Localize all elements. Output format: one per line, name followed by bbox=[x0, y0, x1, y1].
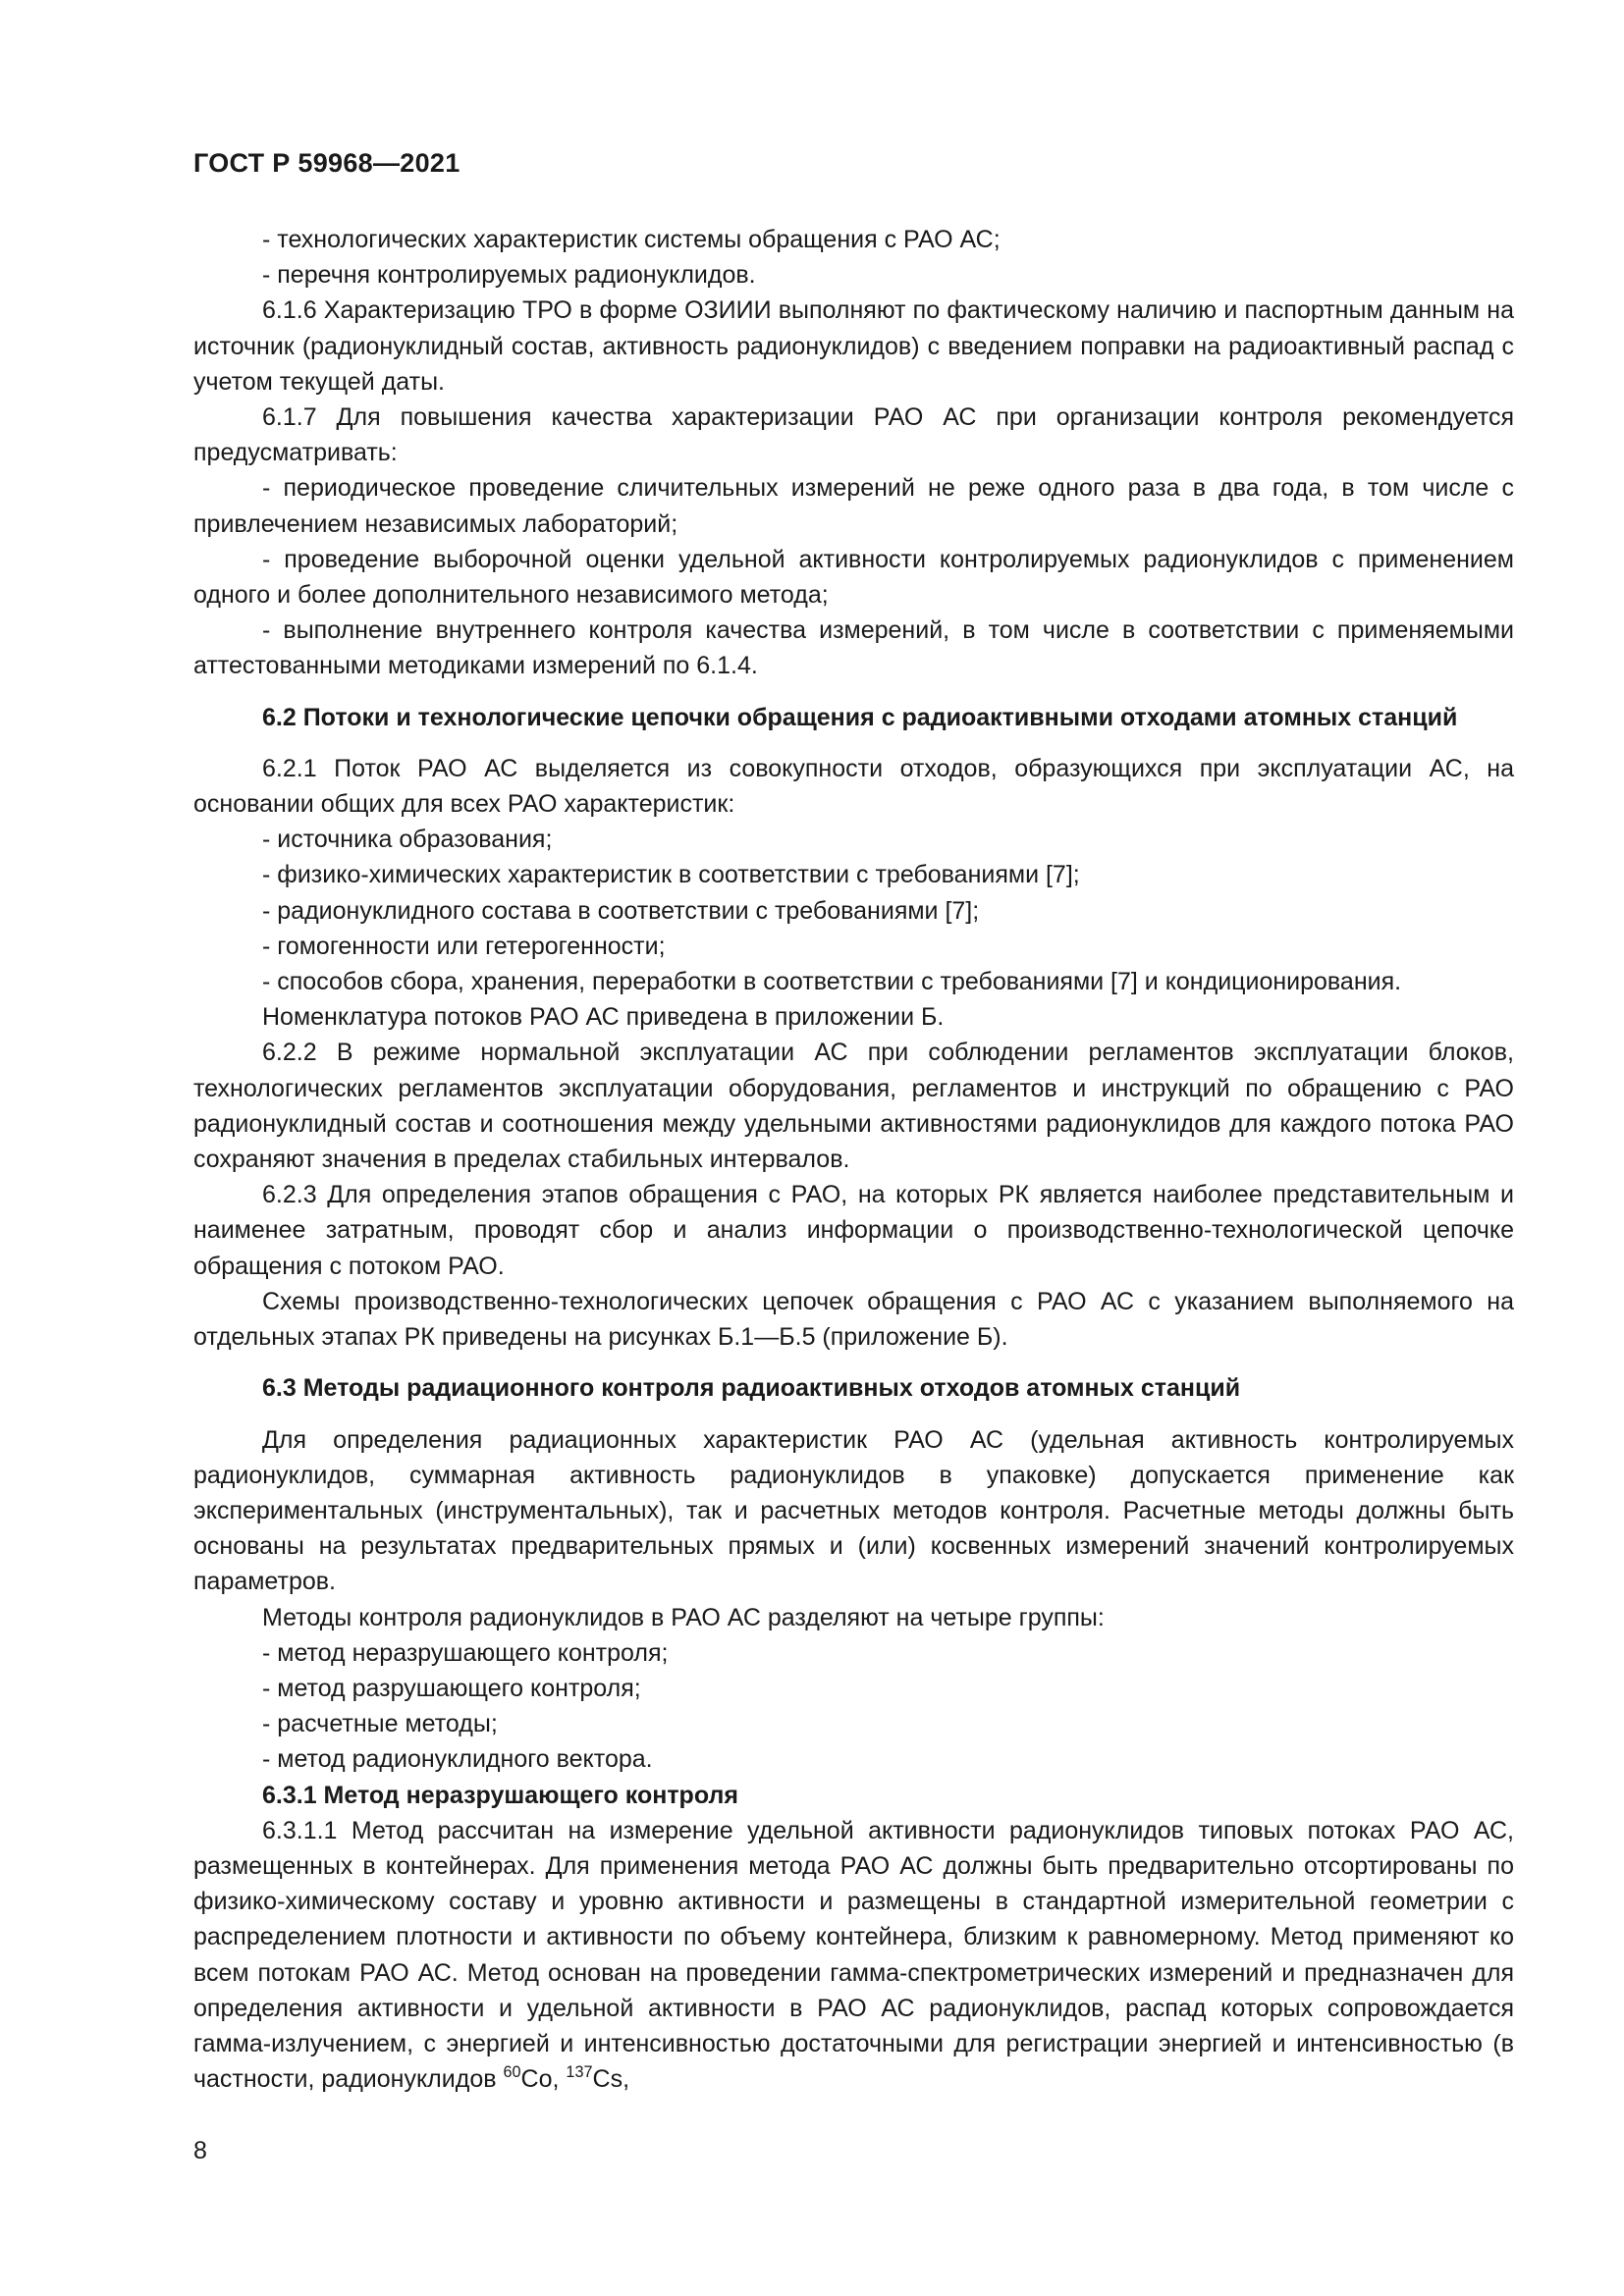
paragraph-6-1-6: 6.1.6 Характеризацию ТРО в форме ОЗИИИ выполняют по фактическому наличию и паспортным данным на источник (радионуклидный состав, активность радионуклидов) с введением поправки на радиоактивный распад с учетом текущей даты. bbox=[193, 296, 1514, 396]
list-item: - физико-химических характеристик в соответствии с требованиями [7]; bbox=[262, 861, 1080, 889]
list-item: - расчетные методы; bbox=[262, 1710, 498, 1738]
list-item: - периодическое проведение сличительных измерений не реже одного раза в два года, в том числе с привлечением независимых лабораторий; bbox=[193, 474, 1514, 538]
paragraph-nomenclature: Номенклатура потоков РАО АС приведена в приложении Б. bbox=[262, 1003, 945, 1032]
isotope-mass-60: 60 bbox=[503, 2063, 521, 2082]
document-header: ГОСТ Р 59968—2021 bbox=[193, 148, 460, 178]
paragraph-6-2-1: 6.2.1 Поток РАО АС выделяется из совокупности отходов, образующихся при эксплуатации АС, на основании общих для всех РАО характеристик: bbox=[193, 754, 1514, 819]
isotope-symbol-co: Co, bbox=[520, 2065, 567, 2094]
paragraph-methods-groups: Методы контроля радионуклидов в РАО АС разделяют на четыре группы: bbox=[262, 1603, 1105, 1631]
paragraph-6-1-7: 6.1.7 Для повышения качества характеризации РАО АС при организации контроля рекомендуется предусматривать: bbox=[193, 403, 1514, 467]
list-item: - перечня контролируемых радионуклидов. bbox=[262, 261, 756, 290]
paragraph-methods-intro: Для определения радиационных характеристик РАО АС (удельная активность контролируемых радионуклидов, суммарная активность радионуклидов в упаковке) допускается применение как экспериментальных (инструментальных), так и расчетных методов контроля. Расчетные методы должны быть основаны на результатах предварительных прямых и (или) косвенных измерений значений контролируемых параметров. bbox=[193, 1425, 1514, 1596]
paragraph-6-3-1-1 bbox=[193, 1813, 1514, 2098]
page-number: 8 bbox=[193, 2137, 207, 2164]
isotope-symbol-cs: Cs, bbox=[592, 2065, 630, 2094]
section-heading-6-3: 6.3 Методы радиационного контроля радиоактивных отходов атомных станций bbox=[262, 1374, 1241, 1403]
list-item: - гомогенности или гетерогенности; bbox=[262, 932, 666, 960]
subsection-heading-6-3-1: 6.3.1 Метод неразрушающего контроля bbox=[262, 1781, 738, 1809]
list-item: - способов сбора, хранения, переработки в соответствии с требованиями [7] и кондиционирования. bbox=[262, 968, 1402, 996]
document-body bbox=[193, 222, 1514, 2097]
list-item: - выполнение внутреннего контроля качества измерений, в том числе в соответствии с применяемыми аттестованными методиками измерений по 6.1.4. bbox=[193, 616, 1514, 680]
paragraph-6-3-1-1-text: 6.3.1.1 Метод рассчитан на измерение удельной активности радионуклидов типовых потоках РАО АС, размещенных в контейнерах. Для применения метода РАО АС должны быть предварительно отсортированы по физико-химическому составу и уровню активности и размещены в стандартной измерительной геометрии с распределением плотности и активности по объему контейнера, близким к равномерному. Метод применяют ко всем потокам РАО АС. Метод основан на проведении гамма-спектрометрических измерений и предназначен для определения активности и удельной активности в РАО АС радионуклидов, распад которых сопровождается гамма-излучением, с энергией и интенсивностью достаточными для регистрации энергией и интенсивностью (в частности, радионуклидов bbox=[193, 1816, 1514, 2094]
list-item: - технологических характеристик системы обращения с РАО АС; bbox=[262, 226, 1001, 253]
list-item: - радионуклидного состава в соответствии с требованиями [7]; bbox=[262, 896, 980, 925]
paragraph-6-2-2: 6.2.2 В режиме нормальной эксплуатации АС при соблюдении регламентов эксплуатации блоков, технологических регламентов эксплуатации оборудования, регламентов и инструкций по обращению с РАО радионуклидный состав и соотношения между удельными активностями радионуклидов для каждого потока РАО сохраняют значения в пределах стабильных интервалов. bbox=[193, 1039, 1514, 1174]
list-item: - метод разрушающего контроля; bbox=[262, 1674, 641, 1702]
paragraph-schemes: Схемы производственно-технологических цепочек обращения с РАО АС с указанием выполняемого на отдельных этапах РК приведены на рисунках Б.1—Б.5 (приложение Б). bbox=[193, 1287, 1514, 1352]
paragraph-6-2-3: 6.2.3 Для определения этапов обращения с РАО, на которых РК является наиболее представительным и наименее затратным, проводят сбор и анализ информации о производственно-технологической цепочке обращения с потоком РАО. bbox=[193, 1181, 1514, 1280]
list-item: - метод неразрушающего контроля; bbox=[262, 1638, 669, 1667]
list-item: - проведение выборочной оценки удельной активности контролируемых радионуклидов с применением одного и более дополнительного независимого метода; bbox=[193, 545, 1514, 610]
list-item: - источника образования; bbox=[262, 826, 553, 854]
list-item: - метод радионуклидного вектора. bbox=[262, 1745, 653, 1774]
section-heading-6-2: 6.2 Потоки и технологические цепочки обращения с радиоактивными отходами атомных станций bbox=[262, 703, 1458, 731]
isotope-mass-137: 137 bbox=[566, 2063, 593, 2082]
